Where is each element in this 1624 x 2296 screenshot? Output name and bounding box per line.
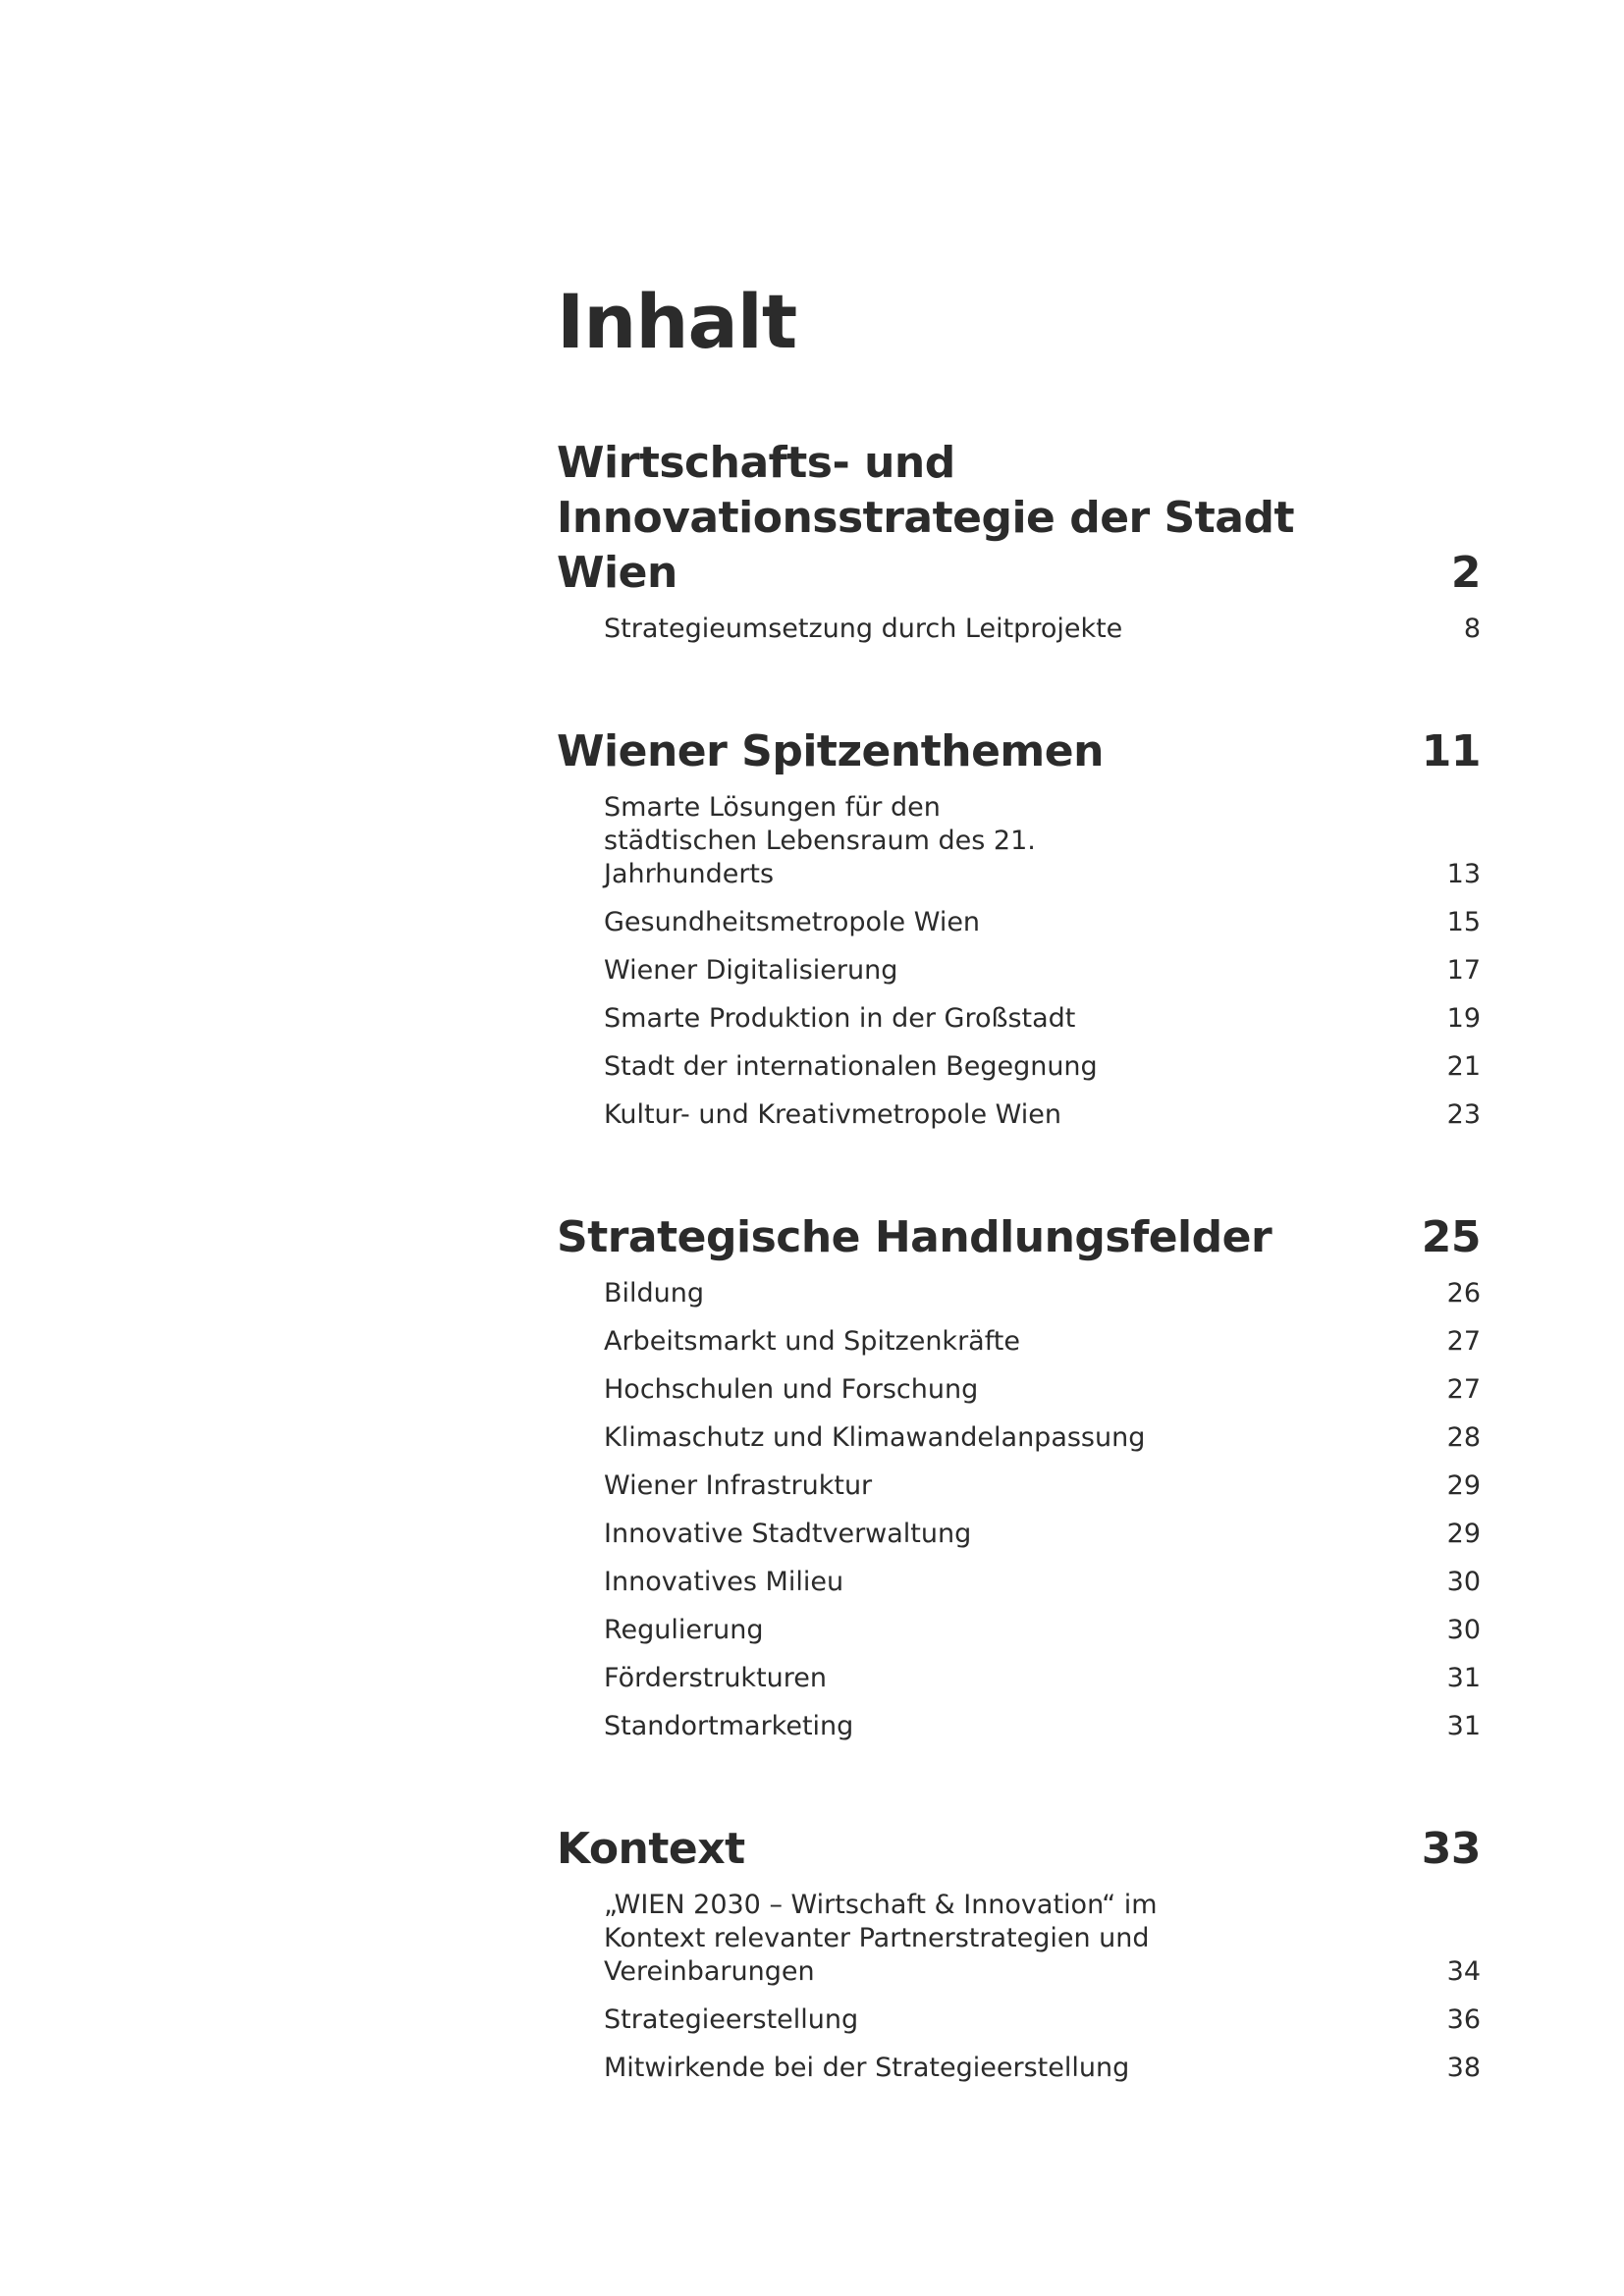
entry-page-number: 29 xyxy=(1446,1519,1481,1549)
toc-entry[interactable] xyxy=(604,1325,1481,1359)
section-page-number: 25 xyxy=(1421,1212,1481,1262)
section-heading-text: Kontext xyxy=(557,1824,745,1874)
entry-text: Standortmarketing xyxy=(604,1711,854,1741)
entry-text: Strategieumsetzung durch Leitprojekte xyxy=(604,614,1123,644)
toc-entry[interactable] xyxy=(604,791,1481,891)
toc-section xyxy=(557,436,1481,646)
entry-page-number: 15 xyxy=(1446,907,1481,937)
section-heading-text: Wirtschafts- und Innovationsstrategie der Stadt Wien xyxy=(557,438,1295,598)
entry-page-number: 17 xyxy=(1446,955,1481,986)
toc-entry[interactable] xyxy=(604,1421,1481,1455)
entry-page-number: 23 xyxy=(1446,1099,1481,1130)
entry-text: Arbeitsmarkt und Spitzenkräfte xyxy=(604,1326,1020,1357)
entry-text: Hochschulen und Forschung xyxy=(604,1374,979,1405)
entry-page-number: 8 xyxy=(1463,614,1481,644)
entry-text: Smarte Lösungen für den städtischen Lebensraum des 21. Jahrhunderts xyxy=(604,792,1036,889)
entry-page-number: 21 xyxy=(1446,1051,1481,1082)
toc-entry[interactable] xyxy=(604,1662,1481,1695)
entry-page-number: 13 xyxy=(1446,859,1481,889)
entry-page-number: 26 xyxy=(1446,1278,1481,1308)
entry-text: Innovatives Milieu xyxy=(604,1567,844,1597)
toc-entry[interactable] xyxy=(604,1098,1481,1132)
toc-entry[interactable] xyxy=(604,1518,1481,1551)
entry-page-number: 29 xyxy=(1446,1470,1481,1501)
toc-entry[interactable] xyxy=(604,1710,1481,1743)
toc-section xyxy=(557,724,1481,1132)
toc-entry[interactable] xyxy=(604,1002,1481,1036)
page-title: Inhalt xyxy=(557,278,797,365)
entry-text: Wiener Digitalisierung xyxy=(604,955,898,986)
entry-page-number: 34 xyxy=(1446,1956,1481,1987)
toc-section-heading[interactable] xyxy=(557,436,1481,601)
toc-section-heading[interactable] xyxy=(557,1822,1481,1877)
toc-section xyxy=(557,1210,1481,1743)
toc-entry[interactable] xyxy=(604,1373,1481,1407)
toc-entry[interactable] xyxy=(604,906,1481,939)
section-heading-text: Strategische Handlungsfelder xyxy=(557,1212,1272,1262)
entry-page-number: 28 xyxy=(1446,1422,1481,1453)
toc-entry[interactable] xyxy=(604,1469,1481,1503)
table-of-contents xyxy=(557,277,1481,2163)
entry-text: Wiener Infrastruktur xyxy=(604,1470,873,1501)
toc-entry[interactable] xyxy=(604,1889,1481,1989)
entry-text: Klimaschutz und Klimawandelanpassung xyxy=(604,1422,1146,1453)
toc-entry[interactable] xyxy=(604,1614,1481,1647)
entry-text: Smarte Produktion in der Großstadt xyxy=(604,1003,1076,1034)
entry-text: Stadt der internationalen Begegnung xyxy=(604,1051,1098,1082)
toc-entry[interactable] xyxy=(604,613,1481,646)
entry-text: Bildung xyxy=(604,1278,705,1308)
section-page-number: 11 xyxy=(1421,726,1481,776)
toc-entry[interactable] xyxy=(604,1566,1481,1599)
toc-entry[interactable] xyxy=(604,954,1481,988)
entry-page-number: 38 xyxy=(1446,2053,1481,2083)
entry-text: Mitwirkende bei der Strategieerstellung xyxy=(604,2053,1130,2083)
entry-text: Strategieerstellung xyxy=(604,2004,859,2035)
entry-text: Förderstrukturen xyxy=(604,1663,827,1693)
entry-text: Regulierung xyxy=(604,1615,764,1645)
entry-text: „WIEN 2030 – Wirtschaft & Innovation“ im Kontext relevanter Partnerstrategien und Vereinbarungen xyxy=(604,1890,1158,1987)
toc-section-heading[interactable] xyxy=(557,1210,1481,1265)
entry-page-number: 19 xyxy=(1446,1003,1481,1034)
toc-entry[interactable] xyxy=(604,2052,1481,2085)
toc-entry[interactable] xyxy=(604,2003,1481,2037)
entry-page-number: 36 xyxy=(1446,2004,1481,2035)
entry-page-number: 30 xyxy=(1446,1567,1481,1597)
entry-page-number: 27 xyxy=(1446,1326,1481,1357)
toc-section-heading[interactable] xyxy=(557,724,1481,779)
entry-page-number: 30 xyxy=(1446,1615,1481,1645)
section-page-number: 2 xyxy=(1450,548,1481,598)
entry-text: Innovative Stadtverwaltung xyxy=(604,1519,972,1549)
toc-entry[interactable] xyxy=(604,1277,1481,1310)
section-page-number: 33 xyxy=(1421,1824,1481,1874)
entry-page-number: 31 xyxy=(1446,1711,1481,1741)
toc-section xyxy=(557,1822,1481,2085)
entry-page-number: 27 xyxy=(1446,1374,1481,1405)
entry-page-number: 31 xyxy=(1446,1663,1481,1693)
section-heading-text: Wiener Spitzenthemen xyxy=(557,726,1104,776)
entry-text: Kultur- und Kreativmetropole Wien xyxy=(604,1099,1061,1130)
entry-text: Gesundheitsmetropole Wien xyxy=(604,907,981,937)
toc-entry[interactable] xyxy=(604,1050,1481,1084)
